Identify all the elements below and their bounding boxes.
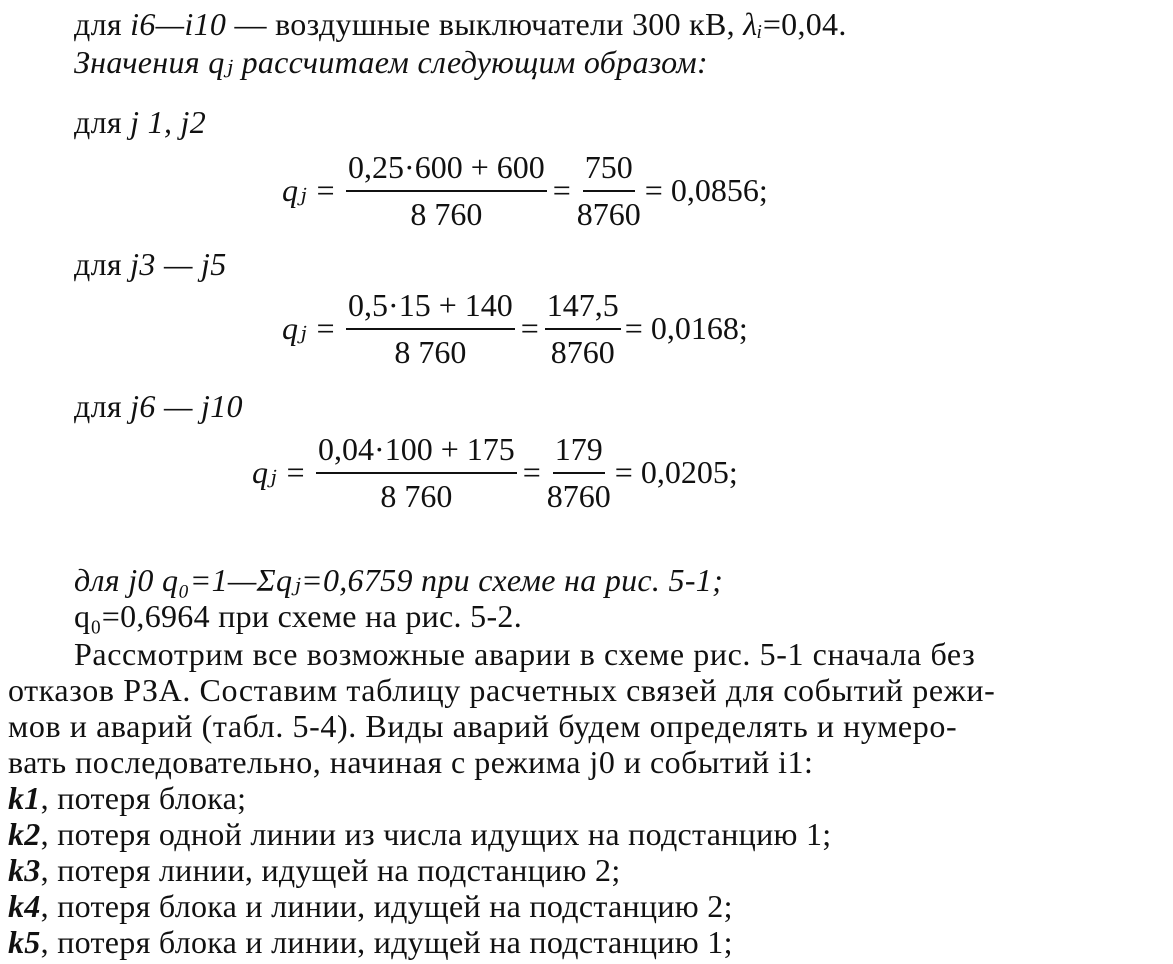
case-2-result: = 0,0168;	[624, 309, 748, 346]
case-2-numerator-2: 147,5	[545, 285, 621, 330]
k-item-3-key: k3	[8, 852, 41, 888]
case-1-formula	[282, 142, 768, 238]
intro-line-1-mid: — воздушные выключатели 300 кВ,	[226, 6, 744, 42]
case-3-denominator-1: 8 760	[380, 477, 453, 514]
case-3-label-range: j6 — j10	[130, 388, 243, 424]
q0-line-1: для j0 q₀=1—Σqⱼ=0,6759 при схеме на рис. 5-1;	[74, 562, 724, 598]
case-2-formula	[282, 280, 748, 376]
intro-line-1-range: i6—i10	[130, 6, 227, 42]
case-1-denominator-1: 8 760	[410, 195, 483, 232]
k-item-1-key: k1	[8, 780, 41, 816]
case-3-numerator-1: 0,04·100 + 175	[316, 429, 517, 474]
intro-line-2: Значения qⱼ рассчитаем следующим образом:	[74, 44, 708, 80]
case-3-result: = 0,0205;	[614, 453, 738, 490]
case-2-label-range: j3 — j5	[130, 246, 227, 282]
q0-line-2: q₀=0,6964 при схеме на рис. 5-2.	[74, 598, 523, 634]
intro-line-1-lambda: λᵢ	[743, 6, 763, 42]
k-item-3	[8, 850, 621, 890]
case-3-numerator-2: 179	[553, 429, 605, 474]
case-1-numerator-2: 750	[583, 147, 635, 192]
case-2-label	[74, 244, 227, 284]
case-2-denominator-1: 8 760	[394, 333, 467, 370]
case-1-equals: =	[552, 171, 571, 208]
case-1-denominator-2: 8760	[576, 195, 641, 232]
case-1-label	[74, 102, 206, 142]
case-3-formula	[252, 424, 738, 520]
k-item-4-text: , потеря блока и линии, идущей на подстанцию 2;	[40, 888, 733, 924]
case-2-label-prefix: для	[74, 246, 131, 282]
case-1-label-range: j 1, j2	[130, 104, 207, 140]
case-3-label	[74, 386, 243, 426]
case-1-numerator-1: 0,25·600 + 600	[346, 147, 547, 192]
case-1-fraction-2	[577, 147, 641, 234]
case-2-fraction-1	[346, 285, 515, 372]
case-2-numerator-1: 0,5·15 + 140	[346, 285, 515, 330]
intro-line-1	[74, 4, 847, 44]
k-item-5	[8, 922, 733, 962]
case-2-lhs: qⱼ =	[282, 310, 337, 346]
case-1-lhs: qⱼ =	[282, 172, 337, 208]
intro-line-1-prefix: для	[74, 6, 131, 42]
k-item-1-text: , потеря блока;	[40, 780, 247, 816]
k-item-5-text: , потеря блока и линии, идущей на подстанцию 1;	[40, 924, 733, 960]
case-3-label-prefix: для	[74, 388, 131, 424]
case-3-equals: =	[522, 453, 541, 490]
k-item-2-key: k2	[8, 816, 41, 852]
k-item-2	[8, 814, 832, 854]
case-1-result: = 0,0856;	[644, 171, 768, 208]
k-item-3-text: , потеря линии, идущей на подстанцию 2;	[40, 852, 621, 888]
paragraph-line-3: мов и аварий (табл. 5-4). Виды аварий будем определять и нумеро-	[8, 708, 958, 744]
case-2-fraction-2	[545, 285, 621, 372]
case-1-fraction-1	[346, 147, 547, 234]
case-2-denominator-2: 8760	[550, 333, 615, 370]
case-3-denominator-2: 8760	[546, 477, 611, 514]
paragraph-line-2: отказов РЗА. Составим таблицу расчетных связей для событий режи-	[8, 672, 996, 708]
case-3-lhs: qⱼ =	[252, 454, 307, 490]
paragraph-line-4: вать последовательно, начиная с режима j0 и событий i1:	[8, 744, 814, 780]
case-3-fraction-1	[316, 429, 517, 516]
case-2-equals: =	[520, 309, 539, 346]
case-1-label-prefix: для	[74, 104, 131, 140]
k-item-4	[8, 886, 733, 926]
case-3-fraction-2	[547, 429, 611, 516]
k-item-4-key: k4	[8, 888, 41, 924]
k-item-5-key: k5	[8, 924, 41, 960]
k-item-1	[8, 778, 246, 818]
intro-line-1-value: =0,04.	[762, 6, 847, 42]
paragraph-line-1: Рассмотрим все возможные аварии в схеме рис. 5-1 сначала без	[74, 636, 976, 672]
k-item-2-text: , потеря одной линии из числа идущих на подстанцию 1;	[40, 816, 832, 852]
